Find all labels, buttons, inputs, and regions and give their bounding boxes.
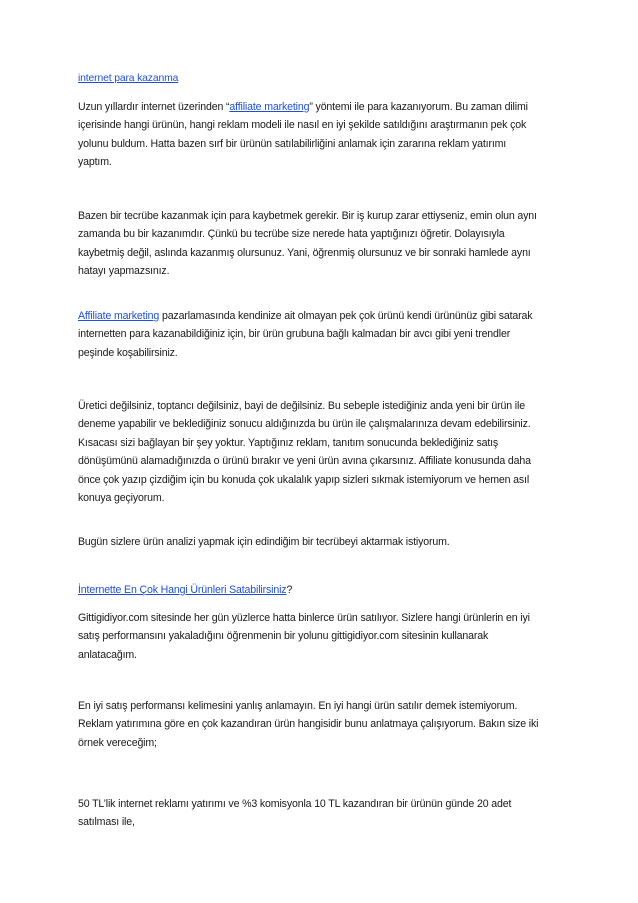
paragraph-4-line-5: önce çok yazıp çizdiğim için bu konuda çok ukalalık yapıp sizleri sıkmak istemiyorum ve hemen asıl: [78, 473, 530, 486]
paragraph-4-line-2: deneme yapabilir ve beklediğiniz sonucu aldığınızda bu ürün ile çalışmalarınıza devam edebilirsiniz.: [78, 418, 531, 431]
paragraph-6-line-1: Gittigidiyor.com sitesinde her gün yüzlerce hatta binlerce ürün satılıyor. Sizlere hangi ürünlerin en iyi: [78, 612, 530, 624]
paragraph-2-line-1: Bazen bir tecrübe kazanmak için para kaybetmek gerekir. Bir iş kurup zarar ettiyseniz, emin olun aynı: [78, 210, 537, 222]
paragraph-6: [78, 609, 568, 664]
paragraph-4-line-6: konuya geçiyorum.: [78, 492, 165, 505]
paragraph-7: [78, 697, 568, 752]
section-heading-2: [78, 581, 568, 599]
paragraph-4: [78, 397, 568, 507]
paragraph-1: [78, 98, 568, 172]
paragraph-6-line-3: anlatacağım.: [78, 648, 137, 661]
paragraph-2-line-4: hatayı yapmazsınız.: [78, 265, 170, 278]
paragraph-8-line-1: 50 TL’lik internet reklamı yatırımı ve %3 komisyonla 10 TL kazandıran bir ürünün günde 20 adet: [78, 798, 512, 810]
paragraph-1-line-4: yaptım.: [78, 156, 112, 169]
paragraph-4-line-3: Kısacası sizi bağlayan bir şey yoktur. Yaptığınız reklam, tanıtım sonucunda beklediğiniz satış: [78, 436, 499, 449]
paragraph-7-line-1: En iyi satış performansı kelimesini yanlış anlamayın. En iyi hangi ürün satılır demek istemiyorum.: [78, 700, 518, 712]
paragraph-2: [78, 207, 568, 281]
paragraph-3: [78, 307, 568, 362]
affiliate-marketing-link[interactable]: affiliate marketing: [229, 101, 310, 113]
paragraph-1-line-1: Uzun yıllardır internet üzerinden “affiliate marketing” yöntemi ile para kazanıyorum. Bu zaman dilimi: [78, 101, 528, 113]
paragraph-2-line-3: kaybetmiş değil, aslında kazanmış olursunuz. Yani, öğrenmiş olursunuz ve bir sonraki hamlede aynı: [78, 246, 531, 259]
paragraph-1-line-2: içerisinde hangi ürünün, hangi reklam modeli ile nasıl en iyi şekilde satıldığını araştırmanın pek çok: [78, 119, 527, 132]
paragraph-2-line-2: zamanda bu bir kazanımdır. Çünkü bu tecrübe size nerede hata yaptığınızı öğretir. Dolayısıyla: [78, 228, 505, 241]
paragraph-8-line-2: satılması ile,: [78, 816, 135, 829]
section-heading-2-line: İnternette En Çok Hangi Ürünleri Satabilirsiniz?: [78, 584, 293, 596]
paragraph-3-line-1: Affiliate marketing pazarlamasında kendinize ait olmayan pek çok ürünü kendi ürününüz gibi satarak: [78, 310, 533, 322]
paragraph-1-line-3: yolunu buldum. Hatta bazen sırf bir ürünün satılabilirliğini anlamak için zararına reklam yatırımı: [78, 137, 507, 150]
paragraph-4-line-4: dönüşümünü alamadığınızda o ürünü bırakır ve yeni ürün avına çıkarsınız. Affiliate konusunda daha: [78, 455, 531, 468]
heading-link-block: [78, 70, 568, 88]
internet-para-kazanma-link[interactable]: internet para kazanma: [78, 73, 179, 84]
paragraph-3-line-3: peşinde koşabilirsiniz.: [78, 346, 178, 359]
internette-en-cok-hangi-urunleri-link[interactable]: İnternette En Çok Hangi Ürünleri Satabilirsiniz: [78, 584, 287, 596]
paragraph-6-line-2: satış performansını yakaladığını öğrenmenin bir yolunu gittigidiyor.com sitesinin kullanarak: [78, 630, 489, 643]
paragraph-8: [78, 795, 568, 832]
paragraph-7-line-2: Reklam yatırımına göre en çok kazandıran ürün hangisidir bunu anlatmaya çalışıyorum. Bakın size iki: [78, 718, 539, 731]
paragraph-7-line-3: örnek vereceğim;: [78, 736, 157, 749]
affiliate-marketing-link-2[interactable]: Affiliate marketing: [78, 310, 160, 322]
paragraph-4-line-1: Üretici değilsiniz, toptancı değilsiniz, bayi de değilsiniz. Bu sebeple istediğiniz anda yeni bir ürün ile: [78, 400, 525, 412]
paragraph-3-line-2: internetten para kazanabildiğiniz için, bir ürün grubuna bağlı kalmadan bir avcı gibi yeni trendler: [78, 328, 511, 341]
paragraph-5: [78, 533, 568, 551]
paragraph-5-line-1: Bugün sizlere ürün analizi yapmak için edindiğim bir tecrübeyi aktarmak istiyorum.: [78, 536, 450, 548]
